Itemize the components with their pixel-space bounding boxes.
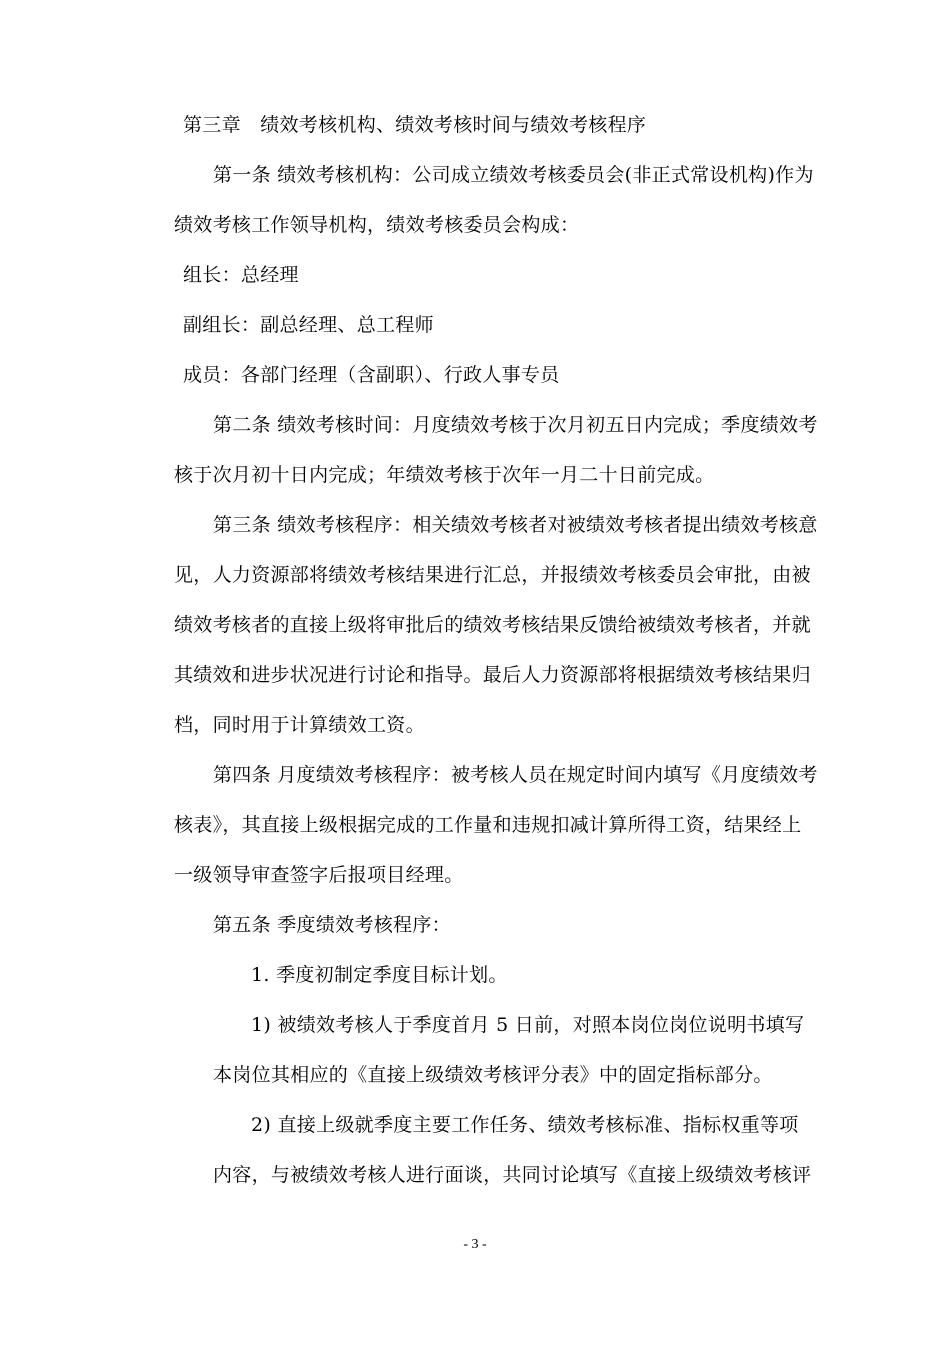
text-line: 绩效考核工作领导机构，绩效考核委员会构成： [174, 214, 580, 236]
text-line: 档，同时用于计算绩效工资。 [174, 714, 425, 736]
text-line: 见，人力资源部将绩效考核结果进行汇总，并报绩效考核委员会审批，由被 [174, 564, 811, 586]
text-line: 第二条 绩效考核时间：月度绩效考核于次月初五日内完成；季度绩效考 [213, 414, 818, 436]
text-line: 一级领导审查签字后报项目经理。 [174, 864, 464, 886]
text-line: 副组长：副总经理、总工程师 [183, 314, 434, 336]
text-line: 其绩效和进步状况进行讨论和指导。最后人力资源部将根据绩效考核结果归 [174, 664, 811, 686]
text-line: 成员：各部门经理（含副职）、行政人事专员 [183, 364, 560, 386]
text-line: 第三条 绩效考核程序：相关绩效考核者对被绩效考核者提出绩效考核意 [213, 514, 818, 536]
list-item: 1. 季度初制定季度目标计划。 [251, 964, 508, 986]
text-line: 第五条 季度绩效考核程序： [213, 914, 451, 936]
sub-list-item: 1) 被绩效考核人于季度首月 5 日前，对照本岗位岗位说明书填写 [251, 1014, 805, 1036]
page-number: - 3 - [463, 1237, 487, 1252]
text-line: 第四条 月度绩效考核程序：被考核人员在规定时间内填写《月度绩效考 [213, 764, 818, 786]
text-line: 第一条 绩效考核机构：公司成立绩效考核委员会(非正式常设机构)作为 [213, 164, 814, 186]
chapter-heading: 第三章 绩效考核机构、绩效考核时间与绩效考核程序 [183, 114, 647, 136]
text-line: 组长：总经理 [183, 264, 299, 286]
text-line: 绩效考核者的直接上级将审批后的绩效考核结果反馈给被绩效考核者，并就 [174, 614, 811, 636]
text-line: 本岗位其相应的《直接上级绩效考核评分表》中的固定指标部分。 [213, 1064, 773, 1086]
sub-list-item: 2) 直接上级就季度主要工作任务、绩效考核标准、指标权重等项 [251, 1114, 799, 1136]
text-line: 核表》，其直接上级根据完成的工作量和违规扣减计算所得工资，结果经上 [174, 814, 802, 836]
text-line: 内容，与被绩效考核人进行面谈，共同讨论填写《直接上级绩效考核评 [213, 1164, 812, 1186]
text-line: 核于次月初十日内完成；年绩效考核于次年一月二十日前完成。 [174, 464, 715, 486]
